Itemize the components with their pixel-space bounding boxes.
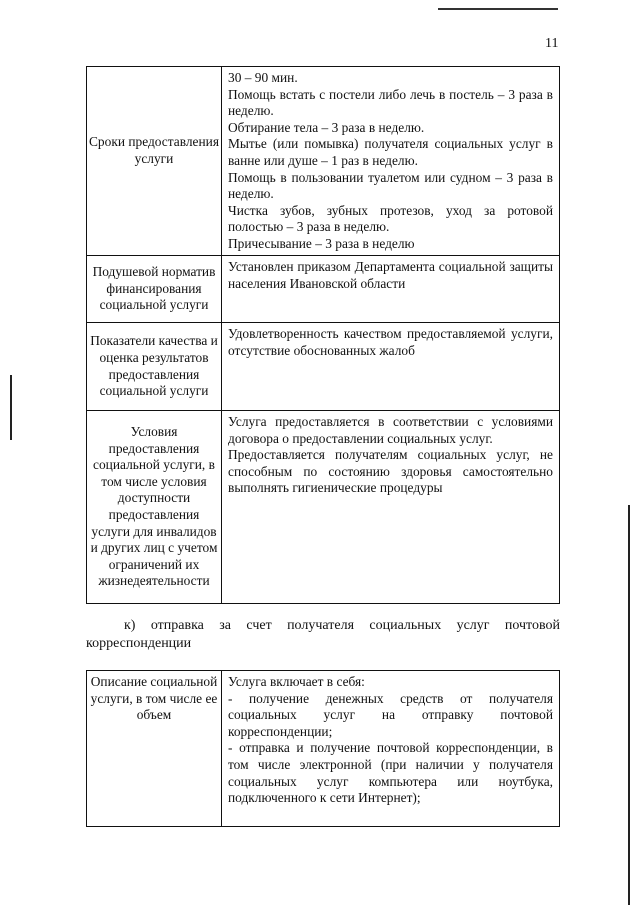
content-line: Мытье (или помывка) получателя социальных услуг в ванне или душе – 1 раз в неделю.	[228, 136, 553, 168]
row-label: Сроки предоставления услуги	[87, 67, 222, 256]
row-label: Показатели качества и оценка результатов предоставления социальной услуги	[87, 323, 222, 411]
row-content	[222, 671, 560, 827]
service-table	[86, 66, 560, 604]
content-line: Услуга предоставляется в соответствии с условиями договора о предоставлении социальных услуг.	[228, 414, 553, 446]
content-line: - получение денежных средств от получателя социальных услуг на отправку почтовой корреспонденции;	[228, 690, 553, 739]
content-line: Услуга включает в себя:	[228, 674, 365, 689]
row-content	[222, 256, 560, 323]
table-row	[87, 671, 560, 827]
content-line: 30 – 90 мин.	[228, 70, 298, 85]
row-label: Условия предоставления социальной услуги, в том числе условия доступности предоставления услуги для инвалидов и других лиц с учетом ограничений их жизнедеятельности	[87, 411, 222, 604]
scan-dash-mark	[438, 8, 558, 10]
service-table-2	[86, 670, 560, 827]
scan-edge-mark	[10, 375, 12, 440]
row-label: Описание социальной услуги, в том числе ее объем	[87, 671, 222, 827]
table-row	[87, 411, 560, 604]
table-row	[87, 256, 560, 323]
content-line: Чистка зубов, зубных протезов, уход за ротовой полостью – 3 раза в неделю.	[228, 202, 553, 235]
content-line: - отправка и получение почтовой корреспонденции, в том числе электронной (при наличии у получателя социальных услуг компьютера или ноутбука, подключенного к сети Интернет);	[228, 740, 553, 806]
content-line: Помощь в пользовании туалетом или судном – 3 раза в неделю.	[228, 169, 553, 202]
row-content	[222, 67, 560, 256]
content-line: Удовлетворенность качеством предоставляемой услуги, отсутствие обоснованных жалоб	[228, 326, 553, 358]
row-content	[222, 323, 560, 411]
row-content	[222, 411, 560, 604]
content-line: Предоставляется получателям социальных услуг, не способным по состоянию здоровья самостоятельно выполнять гигиенические процедуры	[228, 447, 553, 496]
content-line: Установлен приказом Департамента социальной защиты населения Ивановской области	[228, 259, 553, 291]
page-number: 11	[545, 36, 559, 51]
content-line: Причесывание – 3 раза в неделю	[228, 235, 415, 251]
content-line: Обтирание тела – 3 раза в неделю.	[228, 119, 425, 135]
scan-edge-mark	[628, 505, 630, 905]
table-row	[87, 323, 560, 411]
row-label: Подушевой норматив финансирования социальной услуги	[87, 256, 222, 323]
content-line: Помощь встать с постели либо лечь в постель – 3 раза в неделю.	[228, 86, 553, 119]
table-row	[87, 67, 560, 256]
section-title: к) отправка за счет получателя социальных услуг почтовой корреспонденции	[86, 618, 560, 651]
